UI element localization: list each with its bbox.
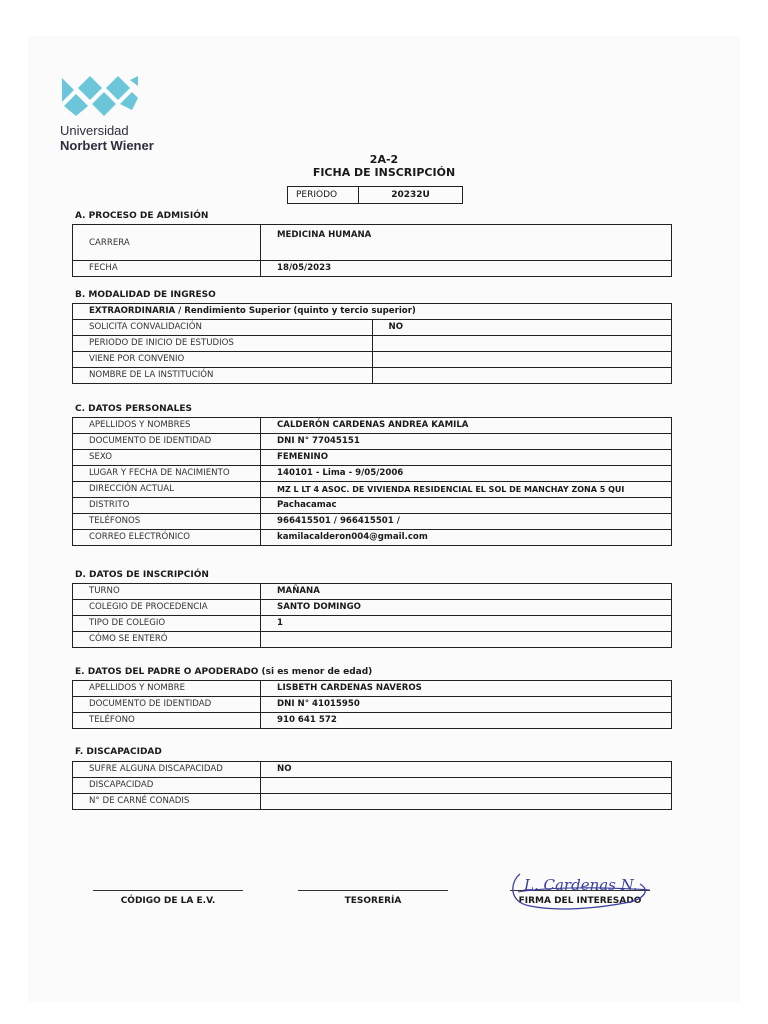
- table-row: [73, 778, 672, 794]
- apoderado-nombre-label: APELLIDOS Y NOMBRE: [73, 681, 261, 697]
- tesoreria-label: TESORERÍA: [344, 896, 402, 906]
- nacimiento-value: 140101 - Lima - 9/05/2006: [261, 466, 672, 482]
- distrito-value: Pachacamac: [261, 498, 672, 514]
- apoderado-telefono-label: TELÉFONO: [73, 713, 261, 729]
- table-row: [73, 482, 672, 498]
- periodo-value: 20232U: [391, 190, 430, 200]
- section-e-title: E. DATOS DEL PADRE O APODERADO (si es menor de edad): [75, 667, 373, 677]
- documento-value: DNI N° 77045151: [261, 434, 672, 450]
- handwritten-signature-icon: [500, 862, 660, 922]
- conadis-label: N° DE CARNÉ CONADIS: [73, 794, 261, 810]
- university-logo-icon: [60, 76, 140, 116]
- discapacidad-value: [261, 778, 672, 794]
- table-row: [73, 498, 672, 514]
- university-name-line2: Norbert Wiener: [60, 138, 154, 153]
- table-row: [73, 697, 672, 713]
- university-name-line1: Universidad: [60, 123, 129, 138]
- table-row: [73, 261, 672, 277]
- fecha-value: 18/05/2023: [261, 261, 672, 277]
- turno-value: MAÑANA: [261, 584, 672, 600]
- convalidacion-value: NO: [372, 320, 672, 336]
- documento-label: DOCUMENTO DE IDENTIDAD: [73, 434, 261, 450]
- section-d-title: D. DATOS DE INSCRIPCIÓN: [75, 570, 209, 580]
- section-e-table: [72, 680, 672, 729]
- nacimiento-label: LUGAR Y FECHA DE NACIMIENTO: [73, 466, 261, 482]
- section-b-table: [72, 303, 672, 384]
- table-row: [73, 320, 672, 336]
- table-row: [73, 530, 672, 546]
- table-row: [73, 514, 672, 530]
- sexo-value: FEMENINO: [261, 450, 672, 466]
- carrera-value: MEDICINA HUMANA: [261, 225, 672, 261]
- section-c-table: [72, 417, 672, 546]
- table-row: [73, 600, 672, 616]
- apoderado-documento-label: DOCUMENTO DE IDENTIDAD: [73, 697, 261, 713]
- telefonos-label: TELÉFONOS: [73, 514, 261, 530]
- apoderado-telefono-value: 910 641 572: [261, 713, 672, 729]
- modalidad-value: EXTRAORDINARIA / Rendimiento Superior (quinto y tercio superior): [73, 304, 672, 320]
- table-row: [73, 616, 672, 632]
- firma-label: FIRMA DEL INTERESADO: [518, 896, 642, 906]
- apoderado-nombre-value: LISBETH CARDENAS NAVEROS: [261, 681, 672, 697]
- form-title: FICHA DE INSCRIPCIÓN: [312, 166, 456, 179]
- table-row: [73, 681, 672, 697]
- convenio-label: VIENE POR CONVENIO: [73, 352, 373, 368]
- direccion-value: MZ L LT 4 ASOC. DE VIVIENDA RESIDENCIAL EL SOL DE MANCHAY ZONA 5 QUI: [261, 482, 672, 498]
- codigo-signature-line: [93, 890, 243, 891]
- table-row: [73, 584, 672, 600]
- table-row: [73, 418, 672, 434]
- direccion-label: DIRECCIÓN ACTUAL: [73, 482, 261, 498]
- table-row: [73, 368, 672, 384]
- discapacidad-label: DISCAPACIDAD: [73, 778, 261, 794]
- tipo-colegio-value: 1: [261, 616, 672, 632]
- institucion-value: [372, 368, 672, 384]
- table-row: [73, 225, 672, 261]
- section-d-table: [72, 583, 672, 648]
- periodo-inicio-label: PERIODO DE INICIO DE ESTUDIOS: [73, 336, 373, 352]
- section-c-title: C. DATOS PERSONALES: [75, 404, 192, 414]
- colegio-label: COLEGIO DE PROCEDENCIA: [73, 600, 261, 616]
- table-row: [73, 304, 672, 320]
- svg-text:L. Cardenas N.: L. Cardenas N.: [524, 876, 638, 894]
- tesoreria-signature-line: [298, 890, 448, 891]
- table-row: [73, 466, 672, 482]
- table-row: [73, 762, 672, 778]
- sexo-label: SEXO: [73, 450, 261, 466]
- table-row: [73, 794, 672, 810]
- form-code: 2A-2: [369, 153, 399, 166]
- institucion-label: NOMBRE DE LA INSTITUCIÓN: [73, 368, 373, 384]
- conadis-value: [261, 794, 672, 810]
- codigo-label: CÓDIGO DE LA E.V.: [120, 896, 216, 906]
- apoderado-documento-value: DNI N° 41015950: [261, 697, 672, 713]
- fecha-label: FECHA: [73, 261, 261, 277]
- convalidacion-label: SOLICITA CONVALIDACIÓN: [73, 320, 373, 336]
- table-row: [73, 713, 672, 729]
- apellidos-nombres-label: APELLIDOS Y NOMBRES: [73, 418, 261, 434]
- table-row: [73, 434, 672, 450]
- table-row: [73, 450, 672, 466]
- section-b-title: B. MODALIDAD DE INGRESO: [75, 290, 216, 300]
- correo-value: kamilacalderon004@gmail.com: [261, 530, 672, 546]
- section-a-table: [72, 224, 672, 277]
- discapacidad-sufre-value: NO: [261, 762, 672, 778]
- table-row: [73, 336, 672, 352]
- tipo-colegio-label: TIPO DE COLEGIO: [73, 616, 261, 632]
- section-f-title: F. DISCAPACIDAD: [75, 747, 162, 757]
- turno-label: TURNO: [73, 584, 261, 600]
- convenio-value: [372, 352, 672, 368]
- periodo-label: PERIODO: [288, 187, 359, 203]
- apellidos-nombres-value: CALDERÓN CARDENAS ANDREA KAMILA: [261, 418, 672, 434]
- section-a-title: A. PROCESO DE ADMISIÓN: [75, 211, 209, 221]
- discapacidad-sufre-label: SUFRE ALGUNA DISCAPACIDAD: [73, 762, 261, 778]
- como-se-entero-label: CÓMO SE ENTERÓ: [73, 632, 261, 648]
- distrito-label: DISTRITO: [73, 498, 261, 514]
- correo-label: CORREO ELECTRÓNICO: [73, 530, 261, 546]
- periodo-box: [287, 186, 463, 204]
- table-row: [73, 632, 672, 648]
- telefonos-value: 966415501 / 966415501 /: [261, 514, 672, 530]
- carrera-label: CARRERA: [73, 225, 261, 261]
- section-f-table: [72, 761, 672, 810]
- periodo-inicio-value: [372, 336, 672, 352]
- como-se-entero-value: [261, 632, 672, 648]
- colegio-value: SANTO DOMINGO: [261, 600, 672, 616]
- table-row: [73, 352, 672, 368]
